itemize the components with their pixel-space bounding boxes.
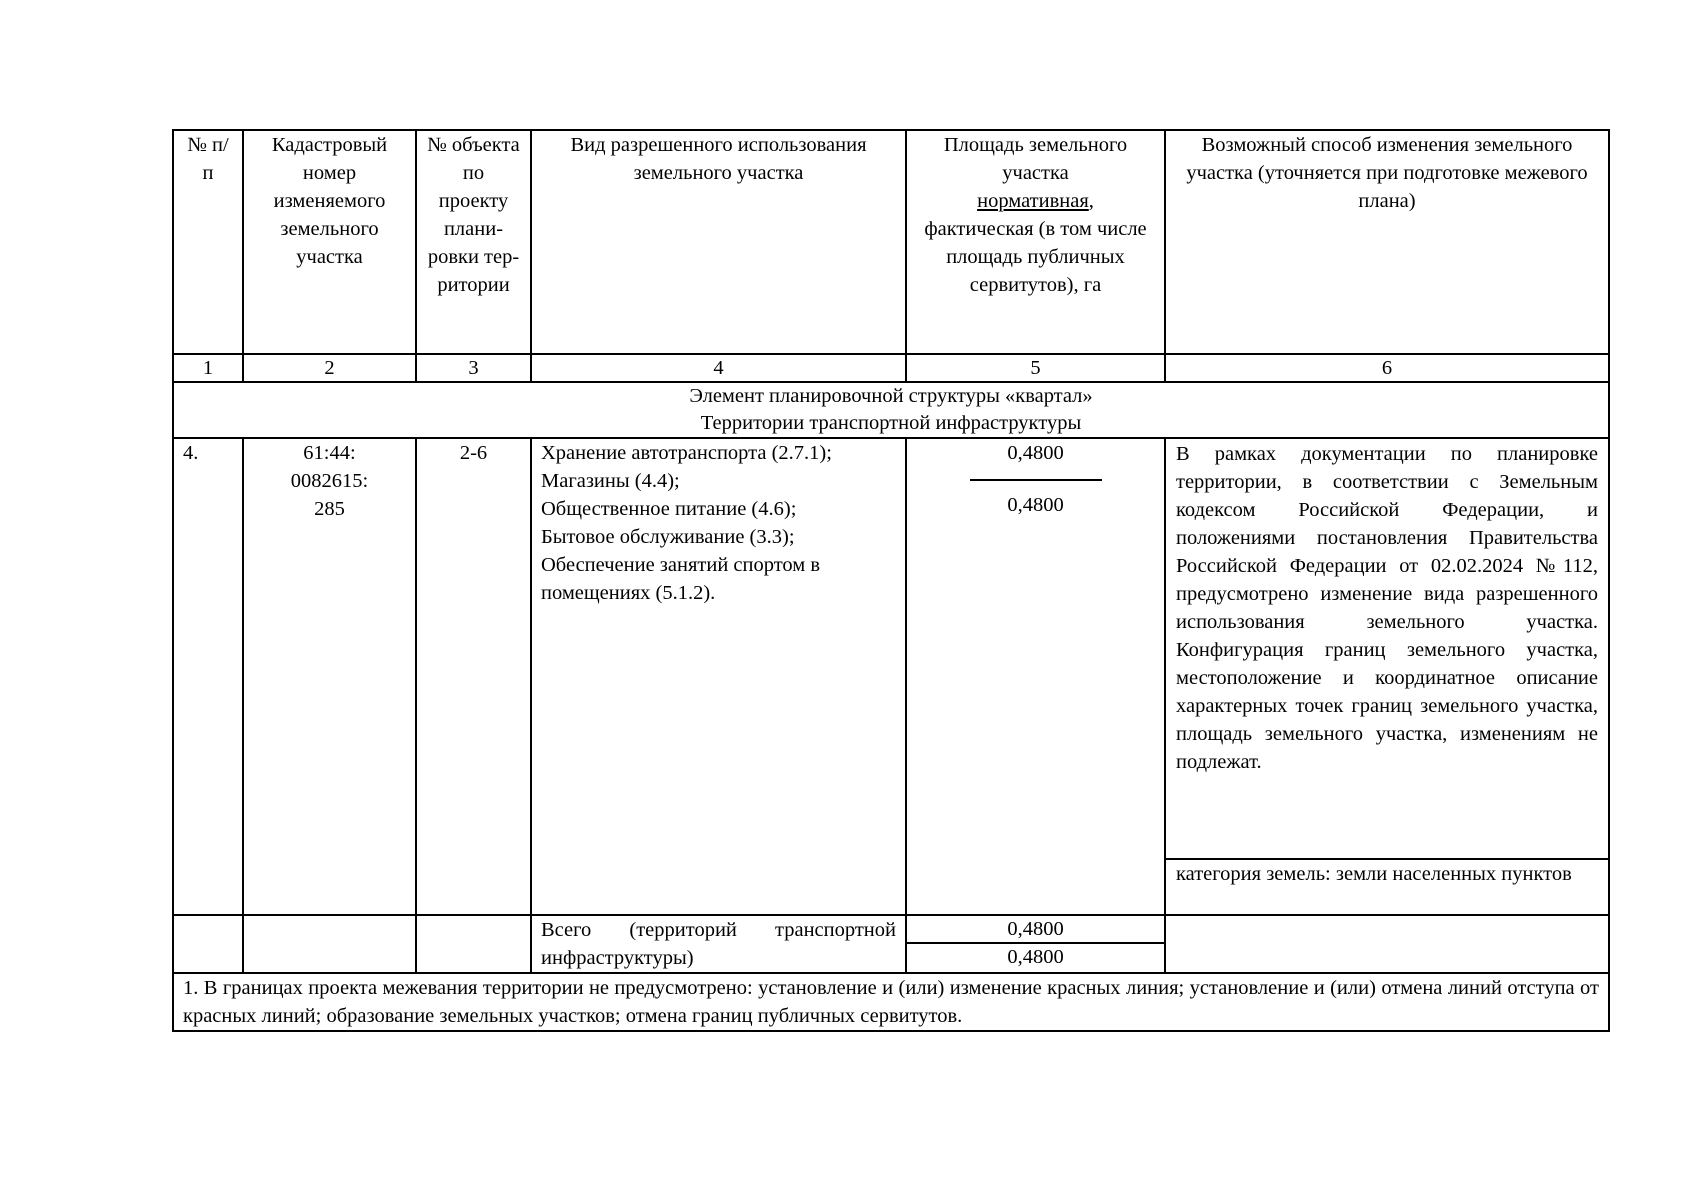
cadastral-part: 0082615: (290, 470, 369, 492)
fraction-divider (970, 479, 1102, 481)
column-number: 3 (416, 354, 531, 382)
permitted-use-item: Обеспечение занятий спортом в помещениях (5.1.2). (541, 554, 821, 604)
table-header-row (173, 130, 1609, 354)
land-category: категория земель: земли населенных пунктов (1166, 858, 1608, 914)
total-empty-cell (416, 915, 531, 973)
change-method-cell (1165, 438, 1609, 915)
area-actual: 0,4800 (1007, 494, 1064, 516)
row-number: 4. (173, 438, 243, 915)
total-empty-cell (1165, 915, 1609, 973)
header-change-method: Возможный способ изменения земельного участка (уточняется при подготовке межевого плана) (1165, 130, 1609, 354)
object-number: 2-6 (416, 438, 531, 915)
footnote-row (173, 973, 1609, 1031)
footnote: 1. В границах проекта межевания территории не предусмотрено: установление и (или) изменение красных линия; установление и (или) отмена линий отступа от красных линий; образование земельных участков; отмена границ публичных сервитутов. (173, 973, 1609, 1031)
area-normative: 0,4800 (1007, 442, 1064, 464)
table-row (173, 438, 1609, 915)
column-number: 6 (1165, 354, 1609, 382)
cadastral-part: 285 (314, 498, 345, 520)
section-line1: Элемент планировочной структуры «квартал» (689, 385, 1093, 407)
header-area-line2: фактическая (в том числе площадь публичных сервитутов), га (924, 218, 1147, 296)
header-number: № п/п (173, 130, 243, 354)
column-numbers-row (173, 354, 1609, 382)
header-object-number: № объекта по проекту плани-ровки тер-ритории (416, 130, 531, 354)
column-number: 1 (173, 354, 243, 382)
column-number: 5 (906, 354, 1165, 382)
total-empty-cell (243, 915, 416, 973)
change-method-text: В рамках документации по планировке территории, в соответствии с Земельным кодексом Российской Федерации, и положениями постановления Правительства Российской Федерации от 02.02.2024 №112, предусмотрено изменение вида разрешенного использования земельного участка. Конфигурация границ земельного участка, местоположение и координатное описание характерных точек границ земельного участка, площадь земельного участка, изменениям не подлежат. (1176, 443, 1598, 773)
total-area (906, 915, 1165, 973)
column-number: 4 (531, 354, 906, 382)
header-cadastral-number: Кадастровый номер изменяемого земельного участка (243, 130, 416, 354)
permitted-use-item: Общественное питание (4.6); (541, 498, 797, 520)
column-number: 2 (243, 354, 416, 382)
permitted-use-item: Хранение автотранспорта (2.7.1); (541, 442, 832, 464)
cadastral-number (243, 438, 416, 915)
total-area-normative: 0,4800 (907, 916, 1164, 944)
area-fraction (906, 438, 1165, 915)
land-plot-table (172, 129, 1610, 1032)
total-row (173, 915, 1609, 973)
header-permitted-use: Вид разрешенного использования земельного участка (531, 130, 906, 354)
section-line2: Территории транспортной инфраструктуры (700, 412, 1082, 434)
total-empty-cell (173, 915, 243, 973)
permitted-uses (531, 438, 906, 915)
header-area-normative: нормативная (977, 190, 1089, 212)
permitted-use-item: Магазины (4.4); (541, 470, 680, 492)
header-area (906, 130, 1165, 354)
cadastral-part: 61:44: (303, 442, 356, 464)
header-area-comma: , (1088, 190, 1094, 212)
section-row (173, 382, 1609, 438)
total-label: Всего (территорий транспортной инфраструктуры) (531, 915, 906, 973)
permitted-use-item: Бытовое обслуживание (3.3); (541, 526, 795, 548)
section-title (173, 382, 1609, 438)
header-area-line1: Площадь земельного участка (943, 134, 1128, 184)
total-area-actual: 0,4800 (1007, 946, 1064, 968)
